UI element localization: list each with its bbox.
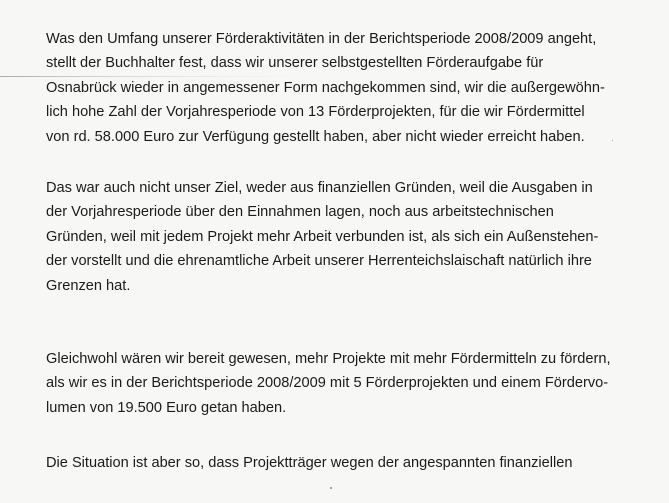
text-line: Was den Umfang unserer Förderaktivitäten in der Berichtsperiode 2008/2009 angeht, <box>46 31 597 47</box>
paragraph-3 <box>46 347 611 420</box>
text-line: Das war auch nicht unser Ziel, weder aus finanziellen Gründen, weil die Ausgaben in <box>46 180 593 196</box>
text-line: lich hohe Zahl der Vorjahresperiode von 13 Förderprojekten, für die wir Fördermittel <box>46 104 585 121</box>
text-line: der vorstellt und die ehrenamtliche Arbeit unserer Herrenteichslaischaft natürlich ihre <box>46 253 592 270</box>
text-line: Osnabrück wieder in angemessener Form nachgekommen sind, wir die außergewöhn- <box>46 79 605 96</box>
text-line: Gleichwohl wären wir bereit gewesen, mehr Projekte mit mehr Fördermitteln zu fördern, <box>46 351 611 367</box>
text-line: Gründen, weil mit jedem Projekt mehr Arbeit verbunden ist, als sich ein Außenstehen- <box>46 228 599 245</box>
paragraph-2 <box>46 176 598 298</box>
text-line: Die Situation ist aber so, dass Projektträger wegen der angespannten finanziellen <box>46 455 573 471</box>
scan-speck <box>612 140 613 141</box>
paragraph-4 <box>46 451 573 475</box>
text-line: von rd. 58.000 Euro zur Verfügung gestellt haben, aber nicht wieder erreicht haben. <box>46 128 585 145</box>
text-line: Grenzen hat. <box>46 277 131 294</box>
paragraph-1 <box>46 27 605 149</box>
text-line: der Vorjahresperiode über den Einnahmen lagen, noch aus arbeitstechnischen <box>46 204 554 221</box>
scan-speck <box>330 487 332 489</box>
text-line: lumen von 19.500 Euro getan haben. <box>46 399 287 416</box>
text-line: stellt der Buchhalter fest, dass wir unserer selbstgestellten Förderaufgabe für <box>46 55 544 72</box>
text-line: als wir es in der Berichtsperiode 2008/2009 mit 5 Förderprojekten und einem Fördervo- <box>46 375 609 392</box>
